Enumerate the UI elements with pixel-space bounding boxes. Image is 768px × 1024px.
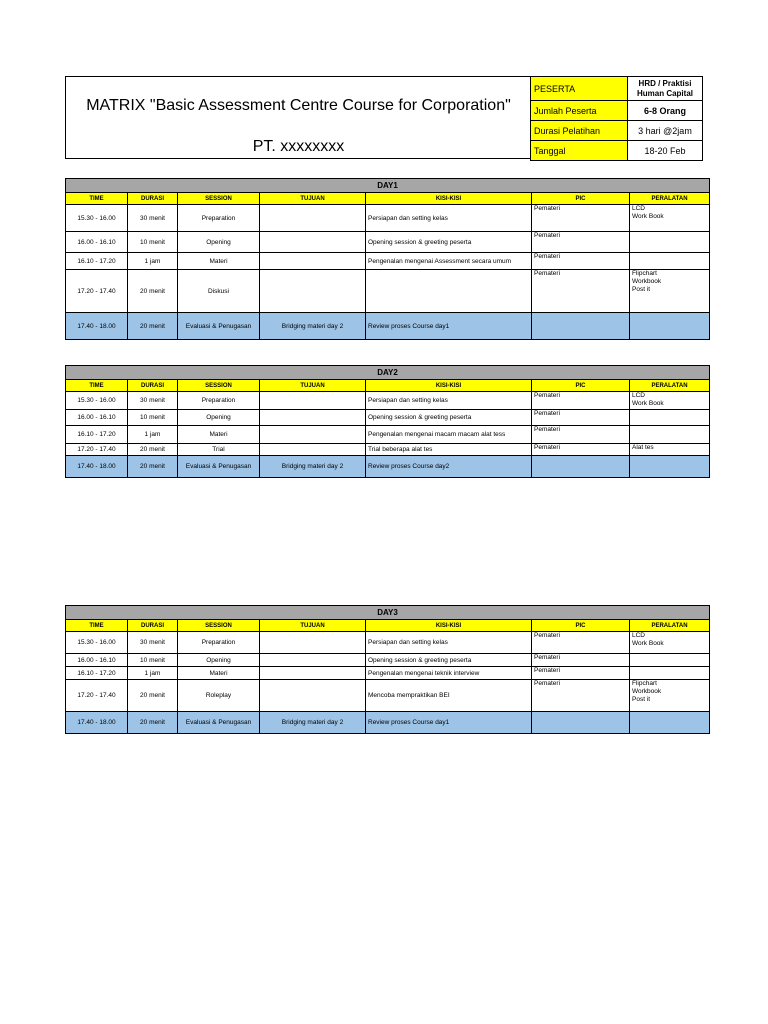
cell-kisi-kisi: Persiapan dan setting kelas <box>366 392 532 410</box>
column-header-pic: PIC <box>532 193 630 205</box>
cell-durasi: 30 menit <box>128 632 178 654</box>
info-label-tanggal: Tanggal <box>531 141 628 161</box>
cell-pic: Pemateri <box>532 680 630 712</box>
cell-tujuan <box>260 410 366 426</box>
column-header-time: TIME <box>66 193 128 205</box>
column-header-pic: PIC <box>532 620 630 632</box>
cell-session: Preparation <box>178 632 260 654</box>
cell-tujuan: Bridging materi day 2 <box>260 313 366 340</box>
info-label-jumlah: Jumlah Peserta <box>531 101 628 121</box>
column-header-peralatan: PERALATAN <box>630 380 710 392</box>
table-row <box>66 654 710 667</box>
cell-peralatan <box>630 456 710 478</box>
cell-pic: Pemateri <box>532 392 630 410</box>
cell-pic: Pemateri <box>532 667 630 680</box>
cell-time: 16.10 - 17.20 <box>66 253 128 270</box>
cell-kisi-kisi: Persiapan dan setting kelas <box>366 632 532 654</box>
cell-session: Evaluasi & Penugasan <box>178 456 260 478</box>
cell-tujuan: Bridging materi day 2 <box>260 456 366 478</box>
cell-kisi-kisi: Opening session & greeting peserta <box>366 232 532 253</box>
info-table <box>530 76 703 161</box>
cell-peralatan: Flipchart Workbook Post it <box>630 680 710 712</box>
cell-peralatan <box>630 232 710 253</box>
column-header-time: TIME <box>66 620 128 632</box>
column-header-durasi: DURASI <box>128 380 178 392</box>
column-header-durasi: DURASI <box>128 193 178 205</box>
cell-peralatan <box>630 313 710 340</box>
cell-tujuan <box>260 680 366 712</box>
document-title: MATRIX "Basic Assessment Centre Course for Corporation" <box>86 97 511 114</box>
cell-tujuan <box>260 270 366 313</box>
day-table <box>65 365 710 478</box>
table-row <box>66 456 710 478</box>
column-header-time: TIME <box>66 380 128 392</box>
cell-time: 15.30 - 16.00 <box>66 392 128 410</box>
cell-session: Preparation <box>178 205 260 232</box>
cell-peralatan <box>630 654 710 667</box>
cell-tujuan <box>260 444 366 456</box>
table-row <box>66 253 710 270</box>
cell-pic: Pemateri <box>532 253 630 270</box>
cell-durasi: 20 menit <box>128 456 178 478</box>
cell-time: 16.00 - 16.10 <box>66 654 128 667</box>
cell-peralatan: LCD Work Book <box>630 632 710 654</box>
cell-session: Materi <box>178 667 260 680</box>
column-header-durasi: DURASI <box>128 620 178 632</box>
cell-time: 15.30 - 16.00 <box>66 205 128 232</box>
table-row <box>66 667 710 680</box>
table-row <box>66 712 710 734</box>
cell-durasi: 10 menit <box>128 410 178 426</box>
cell-durasi: 30 menit <box>128 205 178 232</box>
cell-pic: Pemateri <box>532 410 630 426</box>
table-row <box>66 313 710 340</box>
cell-kisi-kisi: Review proses Course day1 <box>366 313 532 340</box>
cell-tujuan <box>260 654 366 667</box>
cell-durasi: 20 menit <box>128 444 178 456</box>
cell-session: Materi <box>178 426 260 444</box>
cell-durasi: 1 jam <box>128 253 178 270</box>
cell-session: Preparation <box>178 392 260 410</box>
column-header-tujuan: TUJUAN <box>260 380 366 392</box>
cell-time: 16.00 - 16.10 <box>66 232 128 253</box>
cell-pic: Pemateri <box>532 444 630 456</box>
column-header-session: SESSION <box>178 620 260 632</box>
cell-kisi-kisi: Persiapan dan setting kelas <box>366 205 532 232</box>
cell-durasi: 20 menit <box>128 712 178 734</box>
cell-durasi: 1 jam <box>128 426 178 444</box>
cell-time: 17.40 - 18.00 <box>66 712 128 734</box>
column-header-peralatan: PERALATAN <box>630 620 710 632</box>
column-header-tujuan: TUJUAN <box>260 620 366 632</box>
cell-peralatan: LCD Work Book <box>630 205 710 232</box>
cell-pic: Pemateri <box>532 654 630 667</box>
cell-peralatan: Flipchart Workbook Post it <box>630 270 710 313</box>
cell-session: Trial <box>178 444 260 456</box>
cell-kisi-kisi: Review proses Course day2 <box>366 456 532 478</box>
cell-pic: Pemateri <box>532 270 630 313</box>
info-value-jumlah: 6-8 Orang <box>628 101 703 121</box>
cell-session: Diskusi <box>178 270 260 313</box>
column-header-kisi-kisi: KISI-KISI <box>366 193 532 205</box>
cell-tujuan <box>260 392 366 410</box>
table-row <box>66 270 710 313</box>
title-box <box>65 76 532 159</box>
cell-pic <box>532 313 630 340</box>
cell-session: Evaluasi & Penugasan <box>178 712 260 734</box>
cell-tujuan <box>260 426 366 444</box>
cell-kisi-kisi: Pengenalan mengenai macam macam alat tess <box>366 426 532 444</box>
cell-peralatan <box>630 253 710 270</box>
cell-tujuan <box>260 232 366 253</box>
cell-kisi-kisi: Pengenalan mengenai Assessment secara umum <box>366 253 532 270</box>
column-header-session: SESSION <box>178 193 260 205</box>
column-header-peralatan: PERALATAN <box>630 193 710 205</box>
cell-tujuan: Bridging materi day 2 <box>260 712 366 734</box>
cell-session: Opening <box>178 232 260 253</box>
cell-tujuan <box>260 632 366 654</box>
cell-pic: Pemateri <box>532 426 630 444</box>
table-row <box>66 426 710 444</box>
cell-pic <box>532 712 630 734</box>
cell-durasi: 1 jam <box>128 667 178 680</box>
cell-peralatan: LCD Work Book <box>630 392 710 410</box>
table-row <box>66 232 710 253</box>
day-table <box>65 178 710 340</box>
cell-time: 17.20 - 17.40 <box>66 270 128 313</box>
cell-kisi-kisi: Mencoba mempraktikan BEI <box>366 680 532 712</box>
cell-pic: Pemateri <box>532 232 630 253</box>
cell-kisi-kisi: Review proses Course day1 <box>366 712 532 734</box>
table-row <box>66 410 710 426</box>
table-row <box>66 392 710 410</box>
cell-peralatan <box>630 667 710 680</box>
info-label-durasi: Durasi Pelatihan <box>531 121 628 141</box>
day-title: DAY1 <box>66 179 710 193</box>
table-row <box>66 444 710 456</box>
cell-time: 16.10 - 17.20 <box>66 426 128 444</box>
cell-peralatan <box>630 712 710 734</box>
cell-tujuan <box>260 253 366 270</box>
cell-peralatan <box>630 410 710 426</box>
cell-kisi-kisi <box>366 270 532 313</box>
table-row <box>66 680 710 712</box>
column-header-tujuan: TUJUAN <box>260 193 366 205</box>
cell-kisi-kisi: Opening session & greeting peserta <box>366 410 532 426</box>
cell-kisi-kisi: Opening session & greeting peserta <box>366 654 532 667</box>
cell-time: 16.10 - 17.20 <box>66 667 128 680</box>
cell-time: 17.40 - 18.00 <box>66 456 128 478</box>
cell-tujuan <box>260 205 366 232</box>
cell-durasi: 10 menit <box>128 232 178 253</box>
document-header <box>65 76 709 159</box>
cell-time: 17.20 - 17.40 <box>66 444 128 456</box>
cell-session: Opening <box>178 410 260 426</box>
cell-durasi: 20 menit <box>128 680 178 712</box>
cell-durasi: 20 menit <box>128 313 178 340</box>
column-header-pic: PIC <box>532 380 630 392</box>
cell-session: Opening <box>178 654 260 667</box>
cell-time: 17.20 - 17.40 <box>66 680 128 712</box>
cell-kisi-kisi: Trial beberapa alat tes <box>366 444 532 456</box>
table-row <box>66 632 710 654</box>
company-name: PT. xxxxxxxx <box>252 138 345 155</box>
info-label-peserta: PESERTA <box>531 77 628 101</box>
cell-time: 15.30 - 16.00 <box>66 632 128 654</box>
cell-kisi-kisi: Pengenalan mengenai teknik interview <box>366 667 532 680</box>
cell-session: Roleplay <box>178 680 260 712</box>
cell-durasi: 20 menit <box>128 270 178 313</box>
day-title: DAY2 <box>66 366 710 380</box>
cell-time: 17.40 - 18.00 <box>66 313 128 340</box>
day-table <box>65 605 710 734</box>
info-value-tanggal: 18-20 Feb <box>628 141 703 161</box>
cell-pic <box>532 456 630 478</box>
cell-pic: Pemateri <box>532 205 630 232</box>
info-value-peserta: HRD / Praktisi Human Capital <box>628 77 703 101</box>
cell-peralatan: Alat tes <box>630 444 710 456</box>
cell-durasi: 30 menit <box>128 392 178 410</box>
cell-tujuan <box>260 667 366 680</box>
cell-pic: Pemateri <box>532 632 630 654</box>
day-title: DAY3 <box>66 606 710 620</box>
info-value-durasi: 3 hari @2jam <box>628 121 703 141</box>
column-header-session: SESSION <box>178 380 260 392</box>
column-header-kisi-kisi: KISI-KISI <box>366 380 532 392</box>
cell-session: Materi <box>178 253 260 270</box>
cell-peralatan <box>630 426 710 444</box>
cell-durasi: 10 menit <box>128 654 178 667</box>
table-row <box>66 205 710 232</box>
cell-time: 16.00 - 16.10 <box>66 410 128 426</box>
column-header-kisi-kisi: KISI-KISI <box>366 620 532 632</box>
cell-session: Evaluasi & Penugasan <box>178 313 260 340</box>
